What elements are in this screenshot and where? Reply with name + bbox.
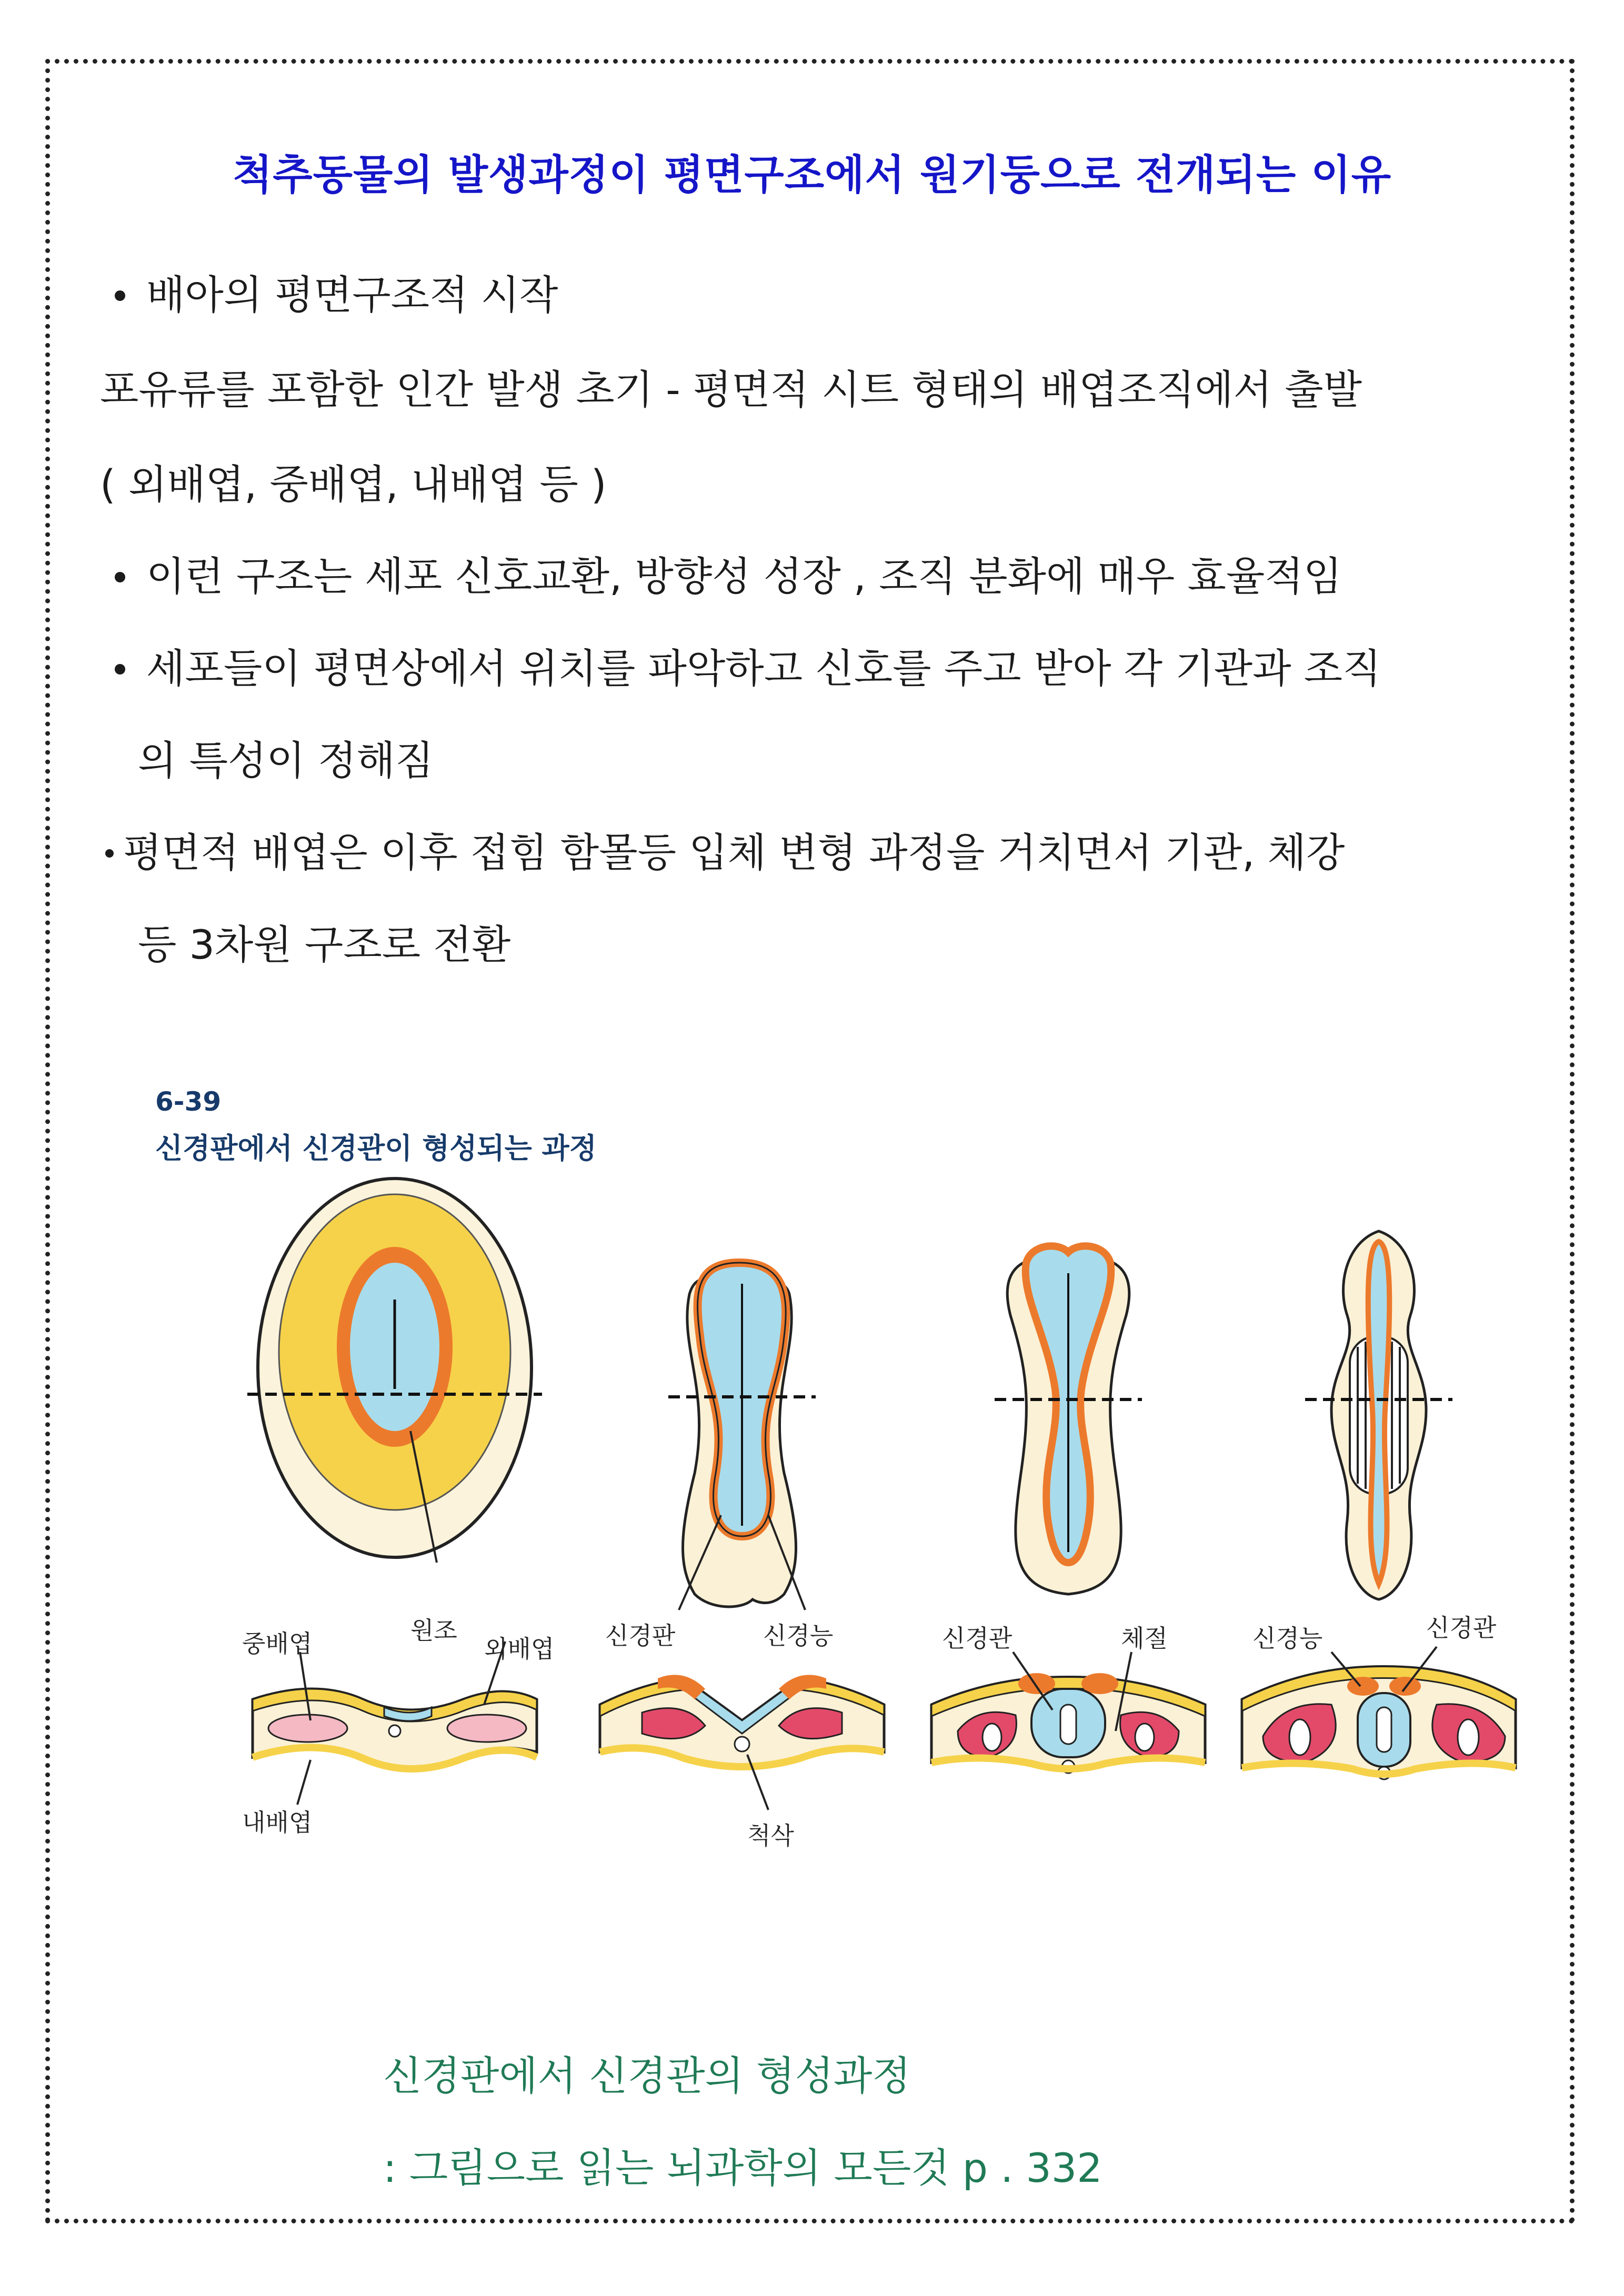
label-neural-tube-2: 신경관 [1426, 1614, 1497, 1642]
bullet-text: 평면적 배엽은 이후 접힘 함몰등 입체 변형 과정을 거치면서 기관, 체강 [123, 829, 1345, 876]
body-line-3: ( 외배엽, 중배엽, 내배엽 등 ) [100, 461, 607, 508]
bullet-line-4 [115, 545, 1342, 602]
label-neural-crest-2: 신경능 [1252, 1624, 1323, 1653]
bullet-line-5 [115, 637, 1381, 694]
label-notochord: 척삭 [747, 1821, 794, 1850]
bullet-text: 이런 구조는 세포 신호교환, 방향성 성장 , 조직 분화에 매우 효율적임 [146, 553, 1342, 600]
stage1-embryo [247, 1179, 542, 1563]
bullet-dot-icon [115, 664, 125, 674]
bullet-dot-icon [115, 572, 125, 582]
bullet-line-7 [105, 821, 1345, 878]
bullet-text: 배아의 평면구조적 시작 [146, 271, 558, 318]
cross-section-1 [253, 1642, 537, 1805]
stage2-embryo [668, 1263, 816, 1610]
body-line-8: 등 3차원 구조로 전환 [138, 921, 511, 968]
figure-source: : 그림으로 읽는 뇌과학의 모든것 p . 332 [383, 2144, 1102, 2191]
figure-caption: 신경판에서 신경관의 형성과정 [383, 2052, 911, 2099]
page-title: 척추동물의 발생과정이 평면구조에서 원기둥으로 전개되는 이유 [232, 152, 1392, 199]
figure-title: 신경판에서 신경관이 형성되는 과정 [155, 1132, 597, 1165]
body-line-2: 포유류를 포함한 인간 발생 초기 - 평면적 시트 형태의 배엽조직에서 출발 [100, 366, 1362, 413]
bullet-dot-icon [115, 290, 125, 301]
label-mesoderm: 중배엽 [242, 1629, 313, 1658]
label-somite: 체절 [1121, 1624, 1168, 1653]
bullet-text: 세포들이 평면상에서 위치를 파악하고 신호를 주고 받아 각 기관과 조직 [146, 645, 1381, 692]
cross-section-4 [1242, 1647, 1516, 1779]
body-line-6: 의 특성이 정해짐 [138, 737, 434, 784]
label-endoderm: 내배엽 [242, 1808, 313, 1837]
bullet-line-1 [115, 263, 558, 320]
neural-tube-figure [137, 1073, 1526, 1978]
label-neural-plate: 신경판 [605, 1622, 676, 1650]
label-neural-tube: 신경관 [942, 1624, 1013, 1653]
figure-number: 6-39 [155, 1086, 222, 1117]
stage4-embryo [1305, 1231, 1452, 1599]
cross-section-2 [600, 1675, 884, 1810]
label-wonjo: 원조 [410, 1616, 457, 1645]
label-neural-crest: 신경능 [763, 1622, 834, 1650]
stage3-embryo [995, 1246, 1142, 1594]
bullet-dot-icon [105, 849, 114, 858]
cross-section-3 [931, 1652, 1205, 1773]
label-ectoderm: 외배엽 [484, 1635, 555, 1663]
